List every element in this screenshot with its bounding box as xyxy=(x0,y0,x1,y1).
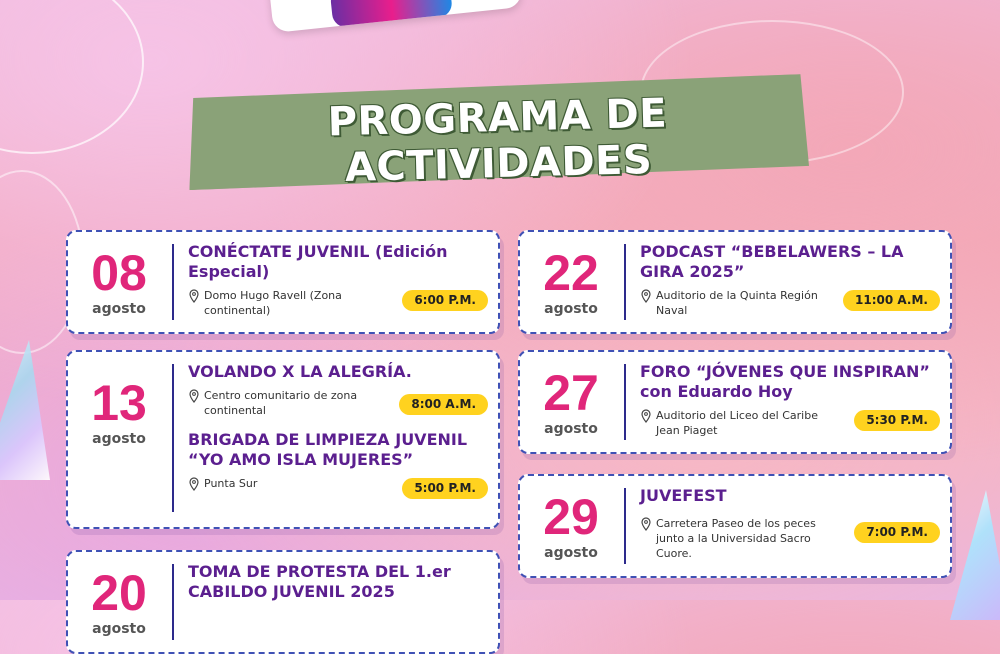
date-block xyxy=(520,352,622,452)
event-location xyxy=(188,288,488,318)
event-card xyxy=(66,350,500,529)
event-item xyxy=(640,362,940,438)
event-card xyxy=(66,230,500,334)
location-text: Auditorio de la Quinta Región Naval xyxy=(656,289,818,317)
date-day: 22 xyxy=(543,245,599,301)
event-item xyxy=(640,486,940,561)
date-day: 27 xyxy=(543,365,599,421)
time-badge: 5:30 P.M. xyxy=(854,410,940,431)
crystal-decoration xyxy=(950,490,1000,620)
date-day: 08 xyxy=(91,245,147,301)
divider xyxy=(624,364,626,440)
date-month: agosto xyxy=(92,621,146,637)
date-block xyxy=(68,352,170,472)
event-card xyxy=(518,230,952,334)
event-location xyxy=(640,288,940,318)
event-location xyxy=(188,476,488,506)
event-card xyxy=(518,474,952,578)
time-badge: 11:00 A.M. xyxy=(843,290,940,311)
crystal-decoration xyxy=(0,340,50,480)
divider xyxy=(172,564,174,640)
divider xyxy=(172,364,174,512)
event-location xyxy=(640,516,940,561)
decorative-swirl xyxy=(0,0,144,154)
event-location xyxy=(640,408,940,438)
event-title: TOMA DE PROTESTA DEL 1.er CABILDO JUVENIL 2025 xyxy=(188,562,451,601)
date-month: agosto xyxy=(544,301,598,317)
location-text: Centro comunitario de zona continental xyxy=(204,389,358,417)
location-pin-icon xyxy=(188,477,200,491)
location-pin-icon xyxy=(188,289,200,303)
divider xyxy=(624,488,626,564)
time-badge: 8:00 A.M. xyxy=(399,394,488,415)
divider xyxy=(172,244,174,320)
date-month: agosto xyxy=(92,431,146,447)
date-month: agosto xyxy=(92,301,146,317)
date-month: agosto xyxy=(544,545,598,561)
location-pin-icon xyxy=(640,289,652,303)
event-item xyxy=(640,242,940,318)
event-card xyxy=(518,350,952,454)
event-item xyxy=(188,562,488,602)
location-text: Carretera Paseo de los peces junto a la Universidad Sacro Cuore. xyxy=(656,517,816,560)
location-text: Auditorio del Liceo del Caribe Jean Piaget xyxy=(656,409,818,437)
event-location xyxy=(188,388,488,418)
date-day: 29 xyxy=(543,489,599,545)
location-pin-icon xyxy=(188,389,200,403)
event-card xyxy=(66,550,500,654)
event-title: VOLANDO X LA ALEGRÍA. xyxy=(188,362,412,381)
time-badge: 5:00 P.M. xyxy=(402,478,488,499)
location-text: Domo Hugo Ravell (Zona continental) xyxy=(204,289,342,317)
date-day: 13 xyxy=(91,375,147,431)
page-title: PROGRAMA DE ACTIVIDADES xyxy=(327,90,668,192)
logo-sticker xyxy=(268,0,523,33)
date-block xyxy=(520,476,622,576)
location-text: Punta Sur xyxy=(204,477,258,490)
event-item xyxy=(188,362,488,418)
event-item xyxy=(188,242,488,318)
time-badge: 7:00 P.M. xyxy=(854,522,940,543)
event-title: CONÉCTATE JUVENIL (Edición Especial) xyxy=(188,242,448,281)
date-day: 20 xyxy=(91,565,147,621)
date-month: agosto xyxy=(544,421,598,437)
time-badge: 6:00 P.M. xyxy=(402,290,488,311)
divider xyxy=(624,244,626,320)
location-pin-icon xyxy=(640,409,652,423)
event-item xyxy=(188,430,488,506)
event-title: PODCAST “BEBELAWERS – LA GIRA 2025” xyxy=(640,242,904,281)
event-title: FORO “JÓVENES QUE INSPIRAN” con Eduardo Hoy xyxy=(640,362,930,401)
location-pin-icon xyxy=(640,517,652,531)
date-block xyxy=(520,232,622,332)
date-block xyxy=(68,232,170,332)
event-title: JUVEFEST xyxy=(640,486,727,505)
date-block xyxy=(68,552,170,652)
event-title: BRIGADA DE LIMPIEZA JUVENIL “YO AMO ISLA MUJERES” xyxy=(188,430,468,469)
